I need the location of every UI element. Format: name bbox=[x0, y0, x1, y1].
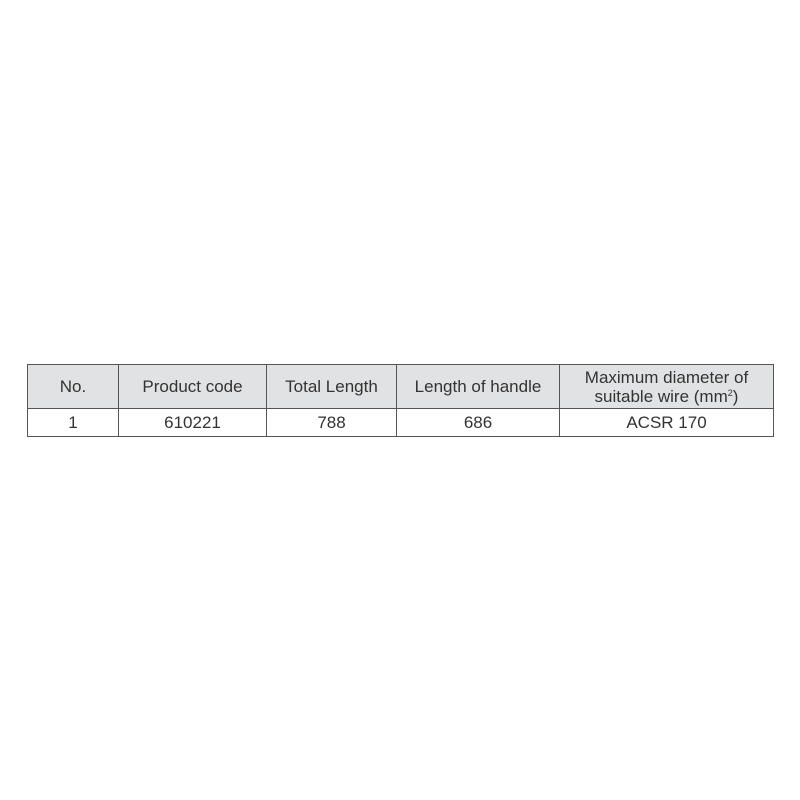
header-handle-length: Length of handle bbox=[397, 365, 560, 409]
header-max-diameter-line2: suitable wire (mm bbox=[594, 386, 728, 406]
header-row bbox=[28, 365, 774, 409]
cell-product-code: 610221 bbox=[119, 409, 267, 437]
header-max-diameter-close: ) bbox=[732, 386, 739, 406]
cell-no: 1 bbox=[28, 409, 119, 437]
header-no: No. bbox=[28, 365, 119, 409]
table-row bbox=[28, 409, 774, 437]
header-product-code: Product code bbox=[119, 365, 267, 409]
header-max-diameter bbox=[560, 365, 774, 409]
header-max-diameter-line1: Maximum diameter of bbox=[584, 367, 749, 387]
product-spec-table bbox=[27, 364, 774, 437]
table-header bbox=[28, 365, 774, 409]
header-total-length: Total Length bbox=[267, 365, 397, 409]
cell-handle-length: 686 bbox=[397, 409, 560, 437]
superscript-2: 2 bbox=[727, 387, 733, 398]
cell-max-diameter: ACSR 170 bbox=[560, 409, 774, 437]
cell-total-length: 788 bbox=[267, 409, 397, 437]
table-body bbox=[28, 409, 774, 437]
